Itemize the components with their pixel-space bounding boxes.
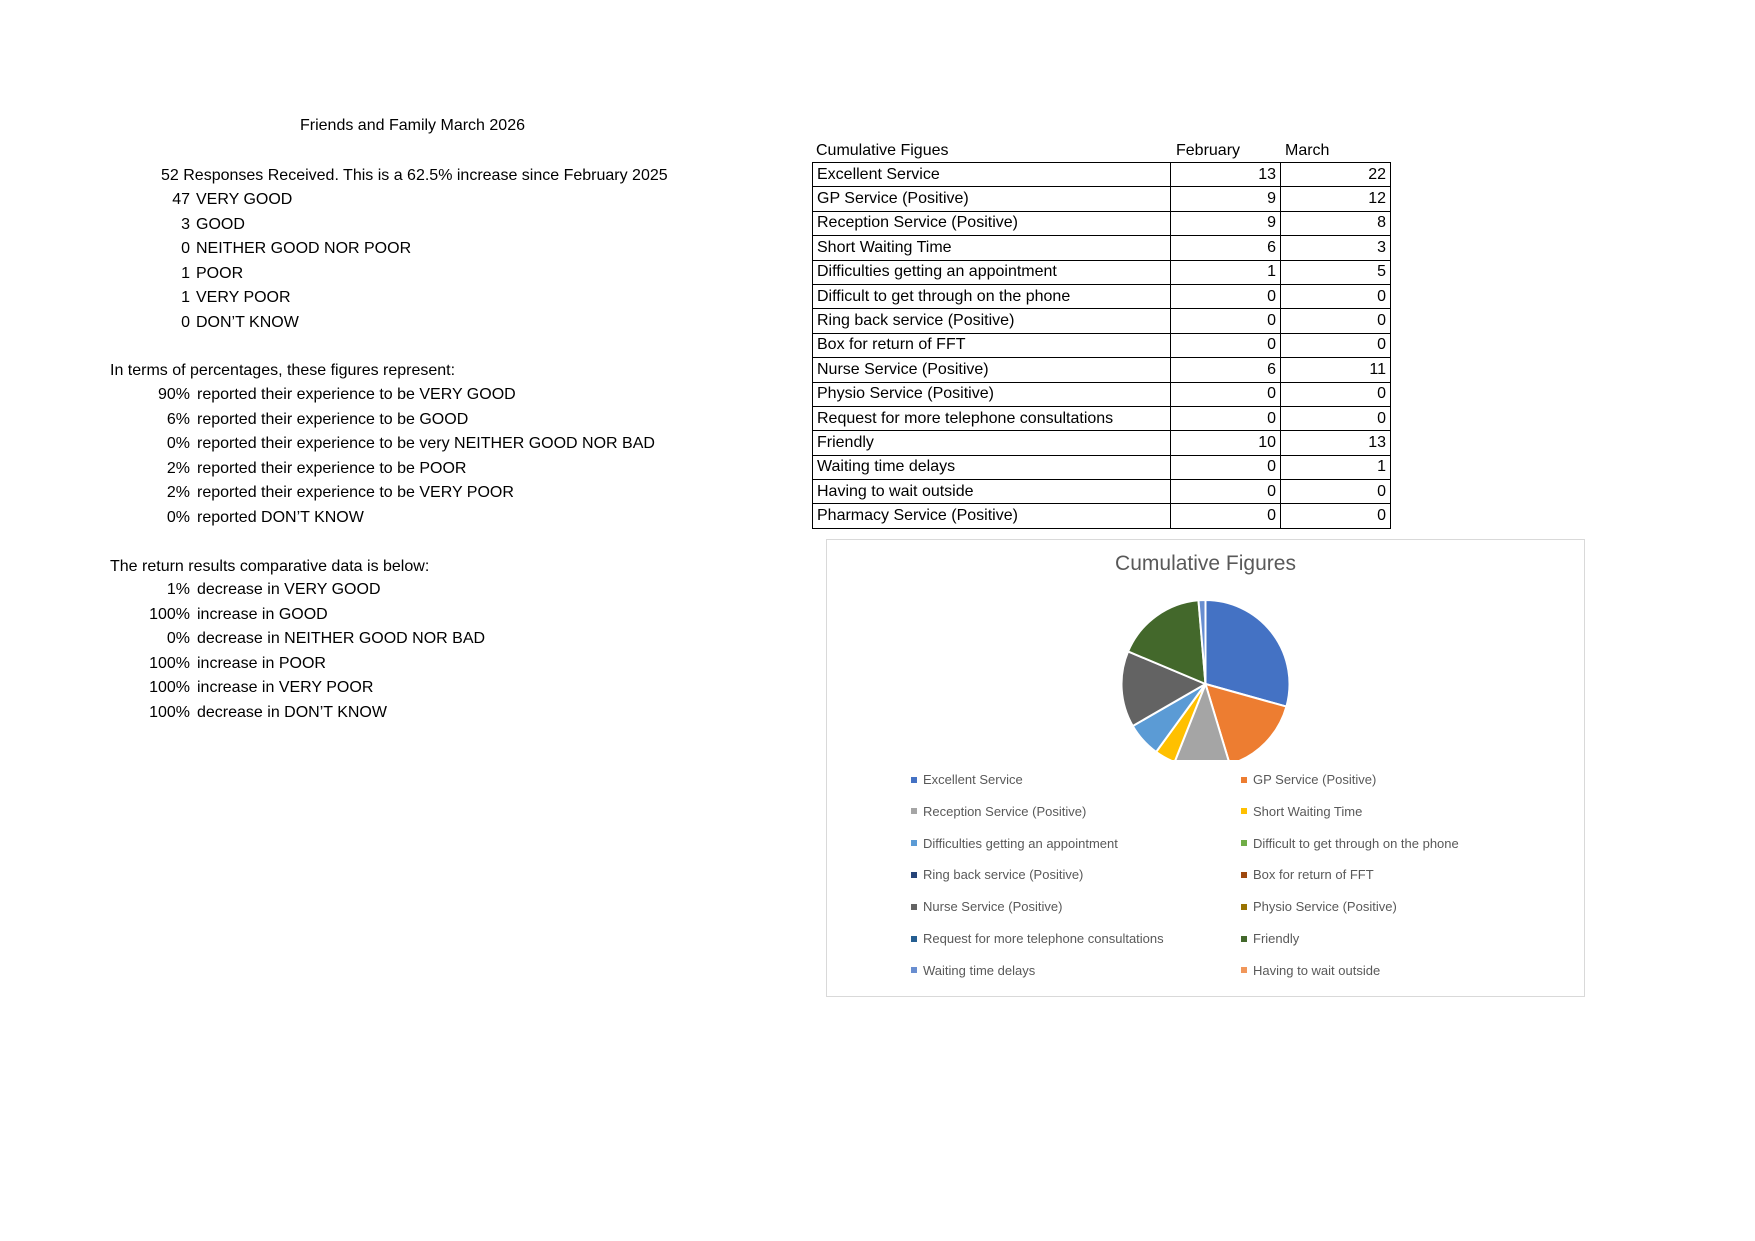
legend-swatch bbox=[911, 777, 917, 783]
table-cell-february: 0 bbox=[1171, 406, 1281, 430]
legend-item bbox=[911, 899, 1062, 915]
comparative-value: 100% bbox=[149, 679, 190, 696]
rating-label: VERY GOOD bbox=[196, 191, 293, 208]
table-row bbox=[813, 455, 1391, 479]
rating-row bbox=[0, 286, 800, 310]
rating-row bbox=[0, 237, 800, 261]
table-cell-february: 0 bbox=[1171, 284, 1281, 308]
percentage-value: 2% bbox=[166, 459, 190, 477]
legend-item bbox=[911, 931, 1164, 947]
legend-label: Ring back service (Positive) bbox=[923, 867, 1084, 883]
comparative-row bbox=[0, 603, 800, 627]
rating-row bbox=[0, 188, 800, 212]
table-row bbox=[813, 504, 1391, 528]
table-row bbox=[813, 260, 1391, 284]
legend-item bbox=[911, 804, 1086, 820]
percentage-label: reported their experience to be very NEITHER GOOD NOR BAD bbox=[197, 435, 655, 452]
rating-label: POOR bbox=[196, 264, 244, 282]
legend-label: Friendly bbox=[1253, 931, 1300, 946]
legend-swatch bbox=[911, 808, 917, 814]
table-cell-label: Difficult to get through on the phone bbox=[813, 284, 1171, 308]
table-row bbox=[813, 309, 1391, 333]
percentage-value: 0% bbox=[166, 435, 190, 452]
table-row bbox=[813, 358, 1391, 382]
table-cell-march: 0 bbox=[1281, 284, 1391, 308]
rating-value: 1 bbox=[181, 264, 190, 282]
percentage-row bbox=[0, 383, 800, 407]
table-cell-march: 11 bbox=[1281, 358, 1391, 382]
comparative-intro: The return results comparative data is below: bbox=[110, 558, 430, 575]
legend-swatch bbox=[1241, 872, 1247, 878]
legend-swatch bbox=[911, 904, 917, 910]
table-cell-label: Excellent Service bbox=[813, 163, 1171, 187]
table-cell-march: 1 bbox=[1281, 455, 1391, 479]
percentage-label: reported their experience to be POOR bbox=[197, 459, 467, 477]
table-cell-march: 0 bbox=[1281, 504, 1391, 528]
legend-label: Having to wait outside bbox=[1253, 962, 1381, 978]
table-cell-february: 0 bbox=[1171, 480, 1281, 504]
table-cell-march: 5 bbox=[1281, 260, 1391, 284]
responses-summary: 52 Responses Received. This is a 62.5% increase since February 2025 bbox=[161, 167, 668, 184]
legend-item bbox=[911, 836, 1118, 852]
legend-swatch bbox=[911, 872, 917, 878]
legend-label: Waiting time delays bbox=[923, 962, 1036, 978]
table-cell-march: 0 bbox=[1281, 333, 1391, 357]
legend-swatch bbox=[1241, 777, 1247, 783]
table-header-label: Cumulative Figues bbox=[816, 142, 949, 159]
table-row bbox=[813, 382, 1391, 406]
percentage-label: reported their experience to be GOOD bbox=[197, 410, 469, 428]
comparative-label: increase in GOOD bbox=[197, 605, 328, 623]
chart-title: Cumulative Figures bbox=[1115, 552, 1296, 575]
legend-label: Physio Service (Positive) bbox=[1253, 899, 1397, 915]
percentages-intro: In terms of percentages, these figures represent: bbox=[110, 362, 456, 379]
legend-item bbox=[911, 772, 1023, 788]
legend-swatch bbox=[1241, 904, 1247, 910]
comparative-row bbox=[0, 676, 800, 700]
table-cell-march: 13 bbox=[1281, 431, 1391, 455]
table-cell-march: 0 bbox=[1281, 480, 1391, 504]
table-cell-february: 0 bbox=[1171, 309, 1281, 333]
legend-item bbox=[1241, 899, 1397, 915]
legend-label: GP Service (Positive) bbox=[1253, 772, 1377, 787]
legend-swatch bbox=[1241, 808, 1247, 814]
table-cell-label: Nurse Service (Positive) bbox=[813, 358, 1171, 382]
legend-item bbox=[1241, 963, 1380, 979]
table-header-march: March bbox=[1285, 142, 1330, 159]
table-cell-february: 0 bbox=[1171, 382, 1281, 406]
rating-row bbox=[0, 213, 800, 237]
rating-value: 47 bbox=[172, 191, 190, 208]
table-cell-label: Physio Service (Positive) bbox=[813, 382, 1171, 406]
report-title: Friends and Family March 2026 bbox=[300, 117, 525, 134]
table-cell-label: Difficulties getting an appointment bbox=[813, 260, 1171, 284]
comparative-row bbox=[0, 701, 800, 725]
legend-item bbox=[911, 963, 1035, 979]
table-row bbox=[813, 236, 1391, 260]
percentage-row bbox=[0, 408, 800, 432]
table-row bbox=[813, 333, 1391, 357]
table-cell-march: 0 bbox=[1281, 309, 1391, 333]
table-row bbox=[813, 406, 1391, 430]
rating-label: NEITHER GOOD NOR POOR bbox=[196, 240, 412, 257]
percentage-row bbox=[0, 506, 800, 530]
legend-swatch bbox=[1241, 840, 1247, 846]
table-cell-february: 6 bbox=[1171, 358, 1281, 382]
comparative-label: increase in VERY POOR bbox=[197, 679, 374, 696]
table-cell-label: Friendly bbox=[813, 431, 1171, 455]
rating-row bbox=[0, 262, 800, 286]
percentage-value: 0% bbox=[166, 508, 190, 526]
comparative-value: 100% bbox=[149, 654, 190, 672]
legend-label: Difficult to get through on the phone bbox=[1253, 835, 1459, 851]
table-row bbox=[813, 431, 1391, 455]
table-cell-february: 1 bbox=[1171, 260, 1281, 284]
legend-swatch bbox=[911, 840, 917, 846]
legend-item bbox=[1241, 867, 1374, 883]
table-cell-february: 9 bbox=[1171, 211, 1281, 235]
table-cell-label: Reception Service (Positive) bbox=[813, 211, 1171, 235]
percentage-row bbox=[0, 432, 800, 456]
table-cell-february: 0 bbox=[1171, 455, 1281, 479]
table-cell-label: Box for return of FFT bbox=[813, 333, 1171, 357]
legend-item bbox=[1241, 836, 1459, 852]
legend-swatch bbox=[911, 967, 917, 973]
chart-area bbox=[826, 539, 1585, 997]
percentage-row bbox=[0, 481, 800, 505]
comparative-value: 100% bbox=[149, 703, 190, 721]
comparative-row bbox=[0, 578, 800, 602]
comparative-row bbox=[0, 627, 800, 651]
table-cell-february: 9 bbox=[1171, 187, 1281, 211]
table-cell-label: Having to wait outside bbox=[813, 480, 1171, 504]
legend-label: Short Waiting Time bbox=[1253, 803, 1363, 819]
table-cell-label: Short Waiting Time bbox=[813, 236, 1171, 260]
percentage-label: reported their experience to be VERY GOOD bbox=[197, 386, 516, 403]
table-row bbox=[813, 211, 1391, 235]
percentage-label: reported DON’T KNOW bbox=[197, 508, 364, 526]
pie-chart bbox=[827, 600, 1584, 760]
legend-item bbox=[911, 867, 1083, 883]
legend-label: Difficulties getting an appointment bbox=[923, 835, 1118, 851]
comparative-value: 0% bbox=[166, 630, 190, 647]
table-cell-february: 6 bbox=[1171, 236, 1281, 260]
comparative-label: decrease in VERY GOOD bbox=[197, 581, 381, 598]
table-cell-march: 3 bbox=[1281, 236, 1391, 260]
rating-value: 1 bbox=[181, 289, 190, 306]
table-cell-february: 0 bbox=[1171, 504, 1281, 528]
legend-label: Request for more telephone consultations bbox=[923, 931, 1164, 946]
table-cell-march: 22 bbox=[1281, 163, 1391, 187]
table-header-february: February bbox=[1176, 142, 1241, 159]
percentage-value: 2% bbox=[166, 484, 190, 501]
table-cell-february: 13 bbox=[1171, 163, 1281, 187]
table-cell-march: 0 bbox=[1281, 406, 1391, 430]
table-row bbox=[813, 163, 1391, 187]
legend-swatch bbox=[1241, 936, 1247, 942]
table-cell-february: 0 bbox=[1171, 333, 1281, 357]
table-cell-label: Request for more telephone consultations bbox=[813, 406, 1171, 430]
rating-label: DON’T KNOW bbox=[196, 313, 299, 331]
table-cell-label: Ring back service (Positive) bbox=[813, 309, 1171, 333]
legend-label: Excellent Service bbox=[923, 772, 1023, 787]
comparative-value: 100% bbox=[149, 605, 190, 623]
legend-swatch bbox=[1241, 967, 1247, 973]
percentage-label: reported their experience to be VERY POOR bbox=[197, 484, 514, 501]
legend-item bbox=[1241, 772, 1376, 788]
percentage-value: 6% bbox=[166, 410, 190, 428]
rating-label: VERY POOR bbox=[196, 289, 291, 306]
percentage-row bbox=[0, 457, 800, 481]
table-cell-label: Waiting time delays bbox=[813, 455, 1171, 479]
table-cell-march: 8 bbox=[1281, 211, 1391, 235]
rating-row bbox=[0, 311, 800, 335]
table-cell-march: 12 bbox=[1281, 187, 1391, 211]
rating-value: 0 bbox=[181, 313, 190, 331]
table-row bbox=[813, 284, 1391, 308]
legend-label: Box for return of FFT bbox=[1253, 867, 1374, 883]
comparative-label: increase in POOR bbox=[197, 654, 326, 672]
table-row bbox=[813, 480, 1391, 504]
rating-value: 0 bbox=[181, 240, 190, 257]
legend-item bbox=[1241, 804, 1362, 820]
table-row bbox=[813, 187, 1391, 211]
legend-swatch bbox=[911, 936, 917, 942]
comparative-row bbox=[0, 652, 800, 676]
percentage-value: 90% bbox=[157, 386, 190, 403]
cumulative-table bbox=[812, 162, 1391, 529]
rating-value: 3 bbox=[181, 215, 190, 233]
legend-label: Nurse Service (Positive) bbox=[923, 899, 1063, 915]
table-cell-label: GP Service (Positive) bbox=[813, 187, 1171, 211]
table-cell-march: 0 bbox=[1281, 382, 1391, 406]
comparative-label: decrease in NEITHER GOOD NOR BAD bbox=[197, 630, 486, 647]
comparative-label: decrease in DON’T KNOW bbox=[197, 703, 387, 721]
rating-label: GOOD bbox=[196, 215, 245, 233]
table-cell-label: Pharmacy Service (Positive) bbox=[813, 504, 1171, 528]
legend-item bbox=[1241, 931, 1299, 947]
comparative-value: 1% bbox=[166, 581, 190, 598]
legend-label: Reception Service (Positive) bbox=[923, 803, 1087, 819]
table-cell-february: 10 bbox=[1171, 431, 1281, 455]
